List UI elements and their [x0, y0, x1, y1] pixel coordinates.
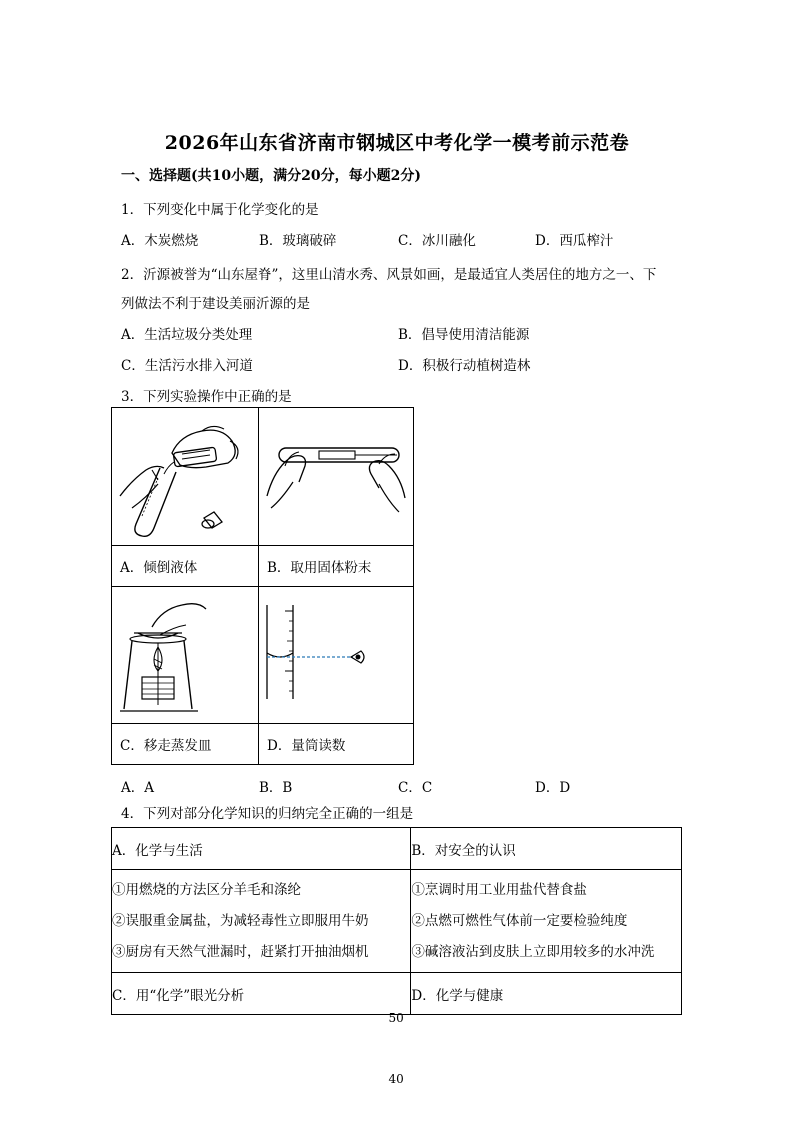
q4-item-b1: ①烹调时用工业用盐代替食盐: [411, 881, 587, 898]
caption-c: C．移走蒸发皿: [112, 724, 259, 765]
q4-head-c: C．用“化学”眼光分析: [112, 973, 411, 1015]
question-2-stem-line1: 2．沂源被誉为“山东屋脊”，这里山清水秀、风景如画，是最适宜人类居住的地方之一、下: [121, 267, 657, 283]
q3-option-d: D．D: [535, 780, 571, 796]
figure-a-pouring-liquid: [112, 408, 259, 546]
q3-option-c: C．C: [398, 780, 433, 796]
caption-d: D．量筒读数: [259, 724, 414, 765]
question-2-stem-line2: 列做法不利于建设美丽沂源的是: [121, 296, 310, 312]
q4-head-d: D．化学与健康: [411, 973, 682, 1015]
question-3-stem: 3．下列实验操作中正确的是: [121, 389, 292, 405]
figure-c-evaporating-dish: [112, 587, 259, 724]
caption-b: B．取用固体粉末: [259, 546, 414, 587]
q4-knowledge-table: [111, 827, 682, 1015]
cylinder-mark-50: 50: [388, 1010, 404, 1025]
q4-item-b2: ②点燃可燃性气体前一定要检验纯度: [411, 912, 628, 929]
q1-option-a: A．木炭燃烧: [121, 233, 199, 249]
q3-option-b: B．B: [259, 780, 293, 796]
q3-option-a: A．A: [121, 780, 154, 796]
question-4-stem: 4．下列对部分化学知识的归纳完全正确的一组是: [121, 806, 414, 822]
q4-items-b: [411, 870, 682, 973]
caption-a: A．倾倒液体: [112, 546, 259, 587]
q2-option-b: B．倡导使用清洁能源: [398, 327, 530, 343]
section-heading: 一、选择题(共10小题，满分20分，每小题2分): [121, 168, 421, 184]
question-1-stem: 1．下列变化中属于化学变化的是: [121, 202, 319, 218]
figure-b-powder-sampling: [259, 408, 414, 546]
q4-head-a: A．化学与生活: [112, 828, 411, 870]
q1-option-c: C．冰川融化: [398, 233, 476, 249]
q4-item-a3: ③厨房有天然气泄漏时，赶紧打开抽油烟机: [112, 943, 369, 960]
q4-item-a1: ①用燃烧的方法区分羊毛和涤纶: [112, 881, 301, 898]
q4-head-b: B．对安全的认识: [411, 828, 682, 870]
page-title: 2026年山东省济南市钢城区中考化学一模考前示范卷: [164, 132, 630, 154]
q4-item-b3: ③碱溶液沾到皮肤上立即用较多的水冲洗: [411, 943, 655, 960]
q2-option-d: D．积极行动植树造林: [398, 358, 531, 374]
q4-items-a: [112, 870, 411, 973]
q1-option-b: B．玻璃破碎: [259, 233, 337, 249]
q2-option-a: A．生活垃圾分类处理: [121, 327, 253, 343]
cylinder-mark-40: 40: [388, 1071, 404, 1086]
q2-option-c: C．生活污水排入河道: [121, 358, 253, 374]
q4-item-a2: ②误服重金属盐，为减轻毒性立即服用牛奶: [112, 912, 369, 929]
q1-option-d: D．西瓜榨汁: [535, 233, 614, 249]
